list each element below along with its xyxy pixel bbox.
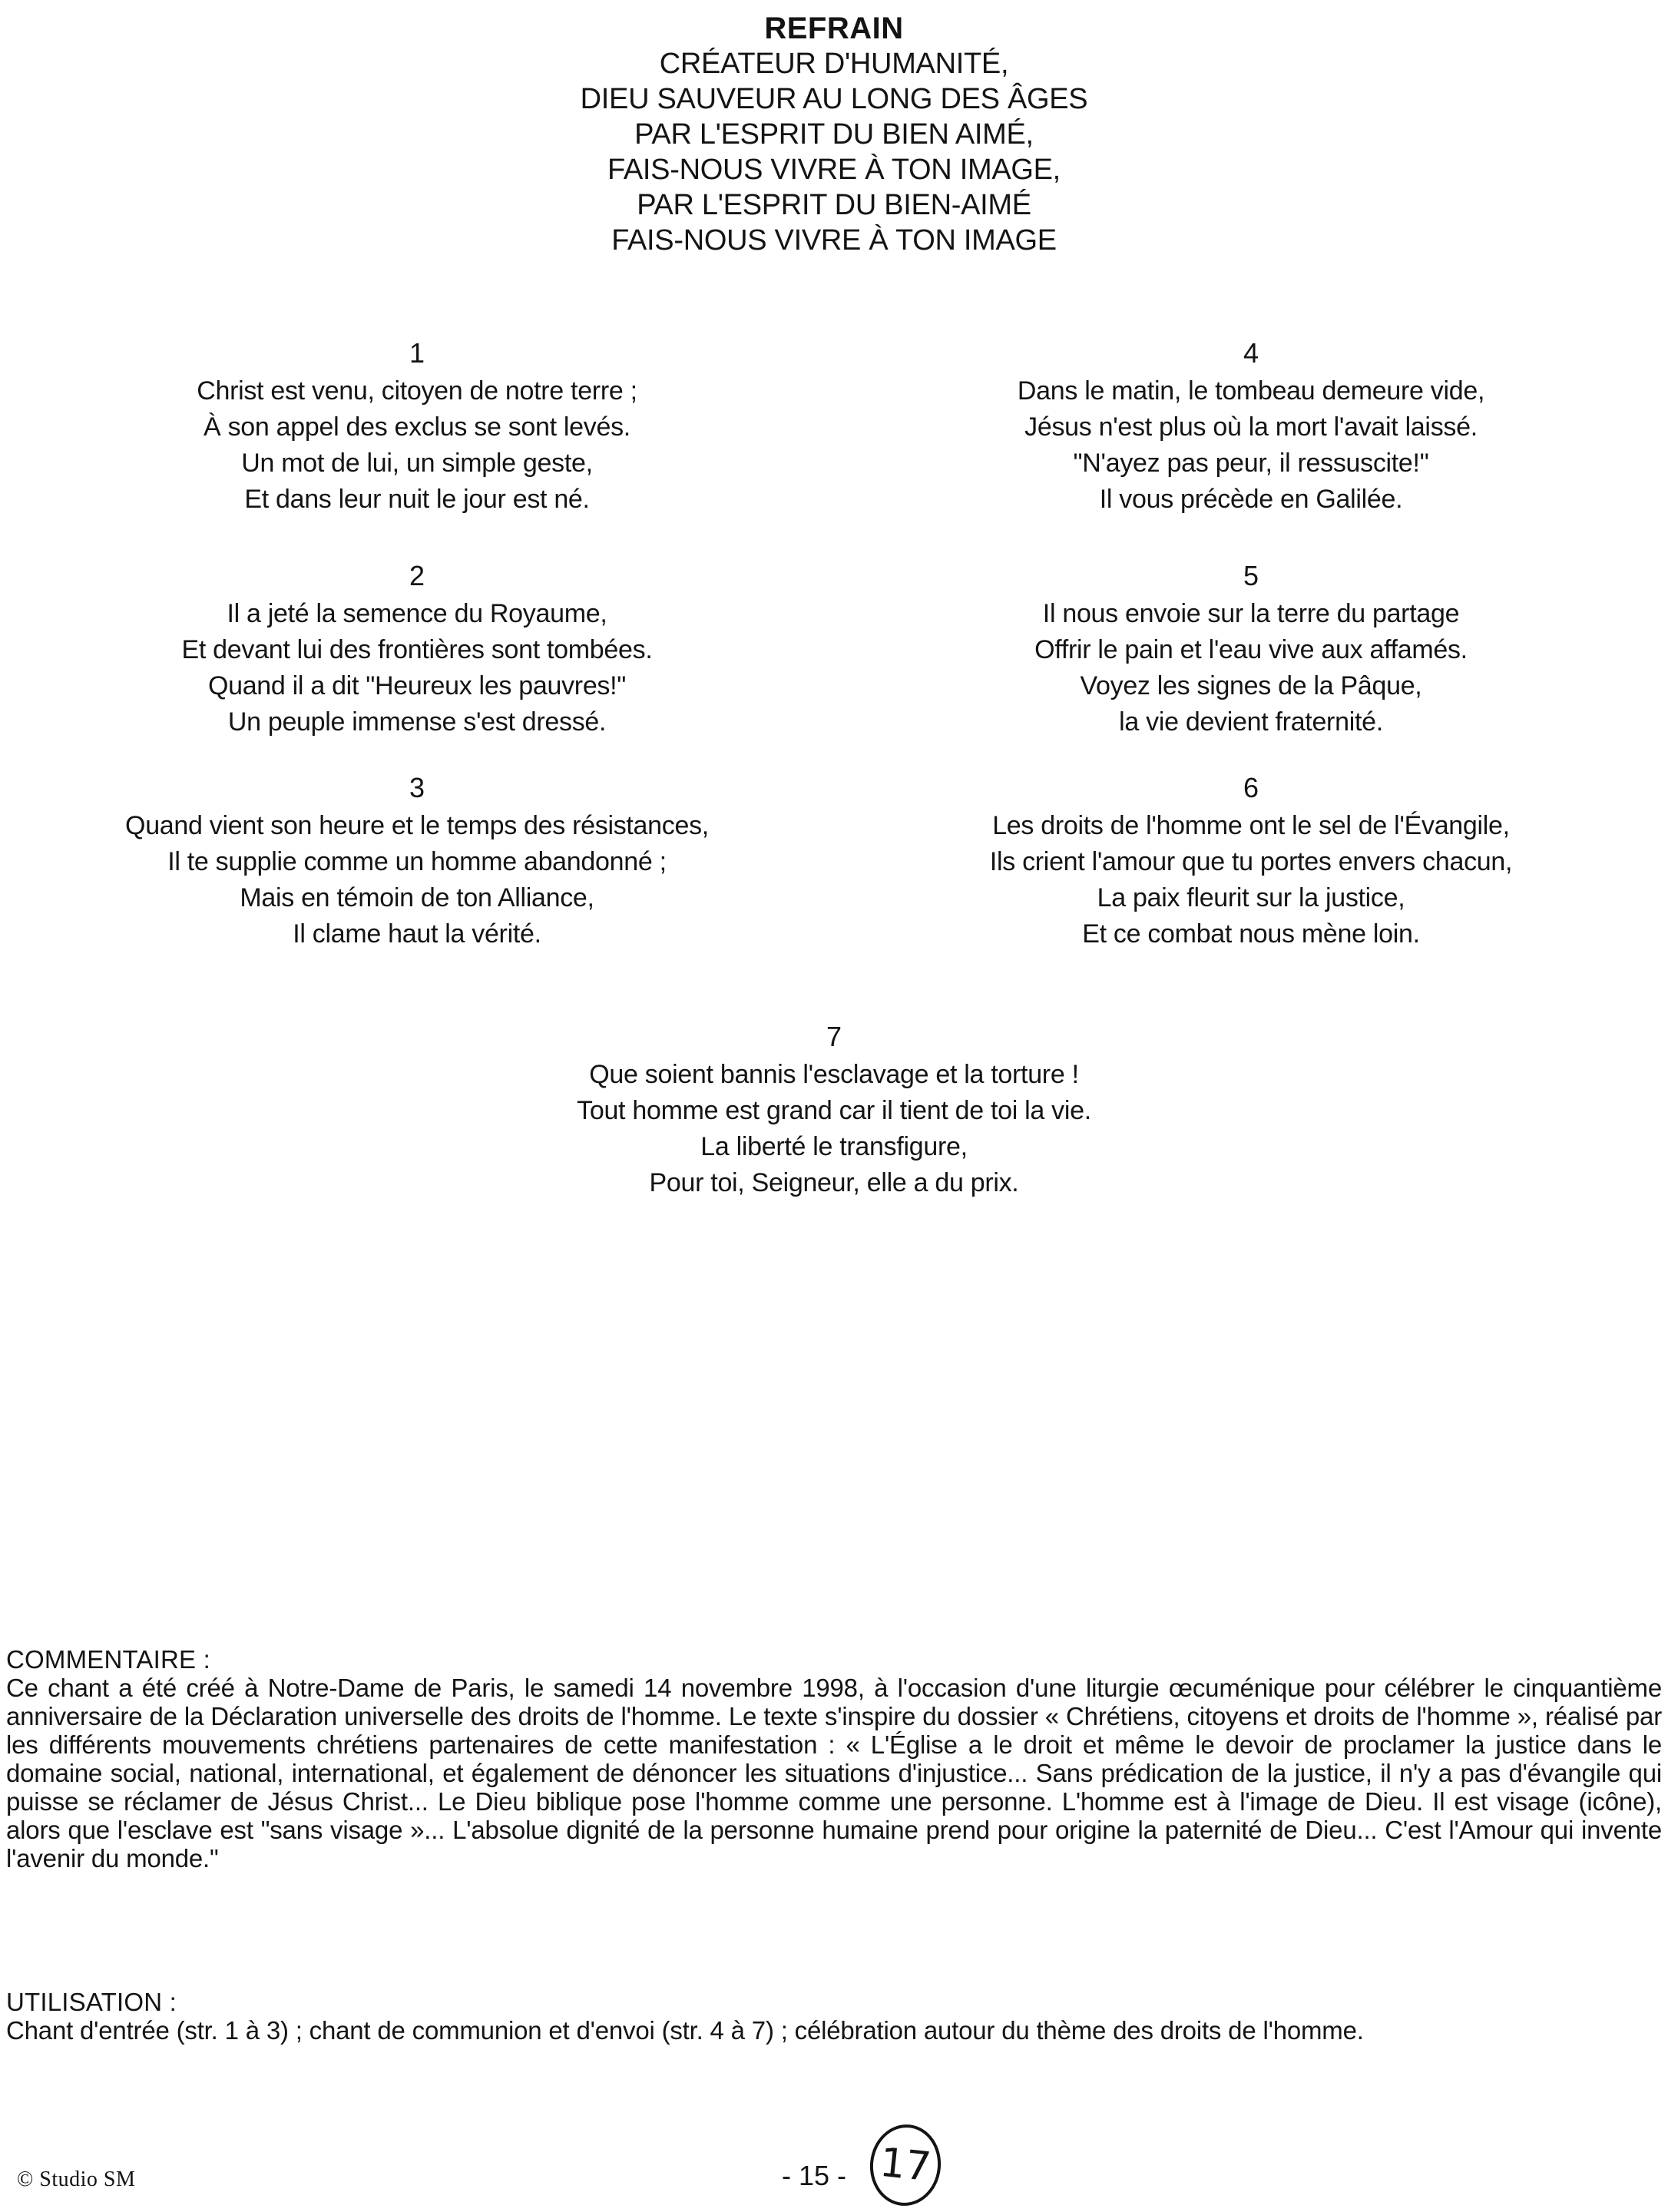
commentary-text: Ce chant a été créé à Notre-Dame de Paris, le samedi 14 novembre 1998, à l'occasion d'une liturgie œcuménique pour célébrer le cinquantième anniversaire de la Déclaration universelle des droits de l'homme. Le texte s'inspire du dossier « Chrétiens, citoyens et droits de l'homme », réalisé par les différents mouvements chrétiens partenaires de cette manifestation : « L'Église a le droit et même le devoir de proclamer la justice dans le domaine social, national, international, et également de dénoncer les situations d'injustice... Sans prédication de la justice, il n'y a pas d'évangile qui puisse se réclamer de Jésus Christ... Le Dieu biblique pose l'homme comme une personne. L'homme est à l'image de Dieu. Il est visage (icône), alors que l'esclave est "sans visage »... L'absolue dignité de la personne humaine prend pour origine la paternité de Dieu... C'est l'Amour qui invente l'avenir du monde." (6, 1674, 1662, 1873)
verse-line: Offrir le pain et l'eau vive aux affamés. (1034, 635, 1468, 664)
verse-line: Voyez les signes de la Pâque, (1080, 671, 1422, 700)
commentary-section (6, 1645, 1662, 1873)
verse-line: La paix fleurit sur la justice, (1097, 883, 1405, 912)
verse-4 (834, 336, 1668, 518)
refrain-line: PAR L'ESPRIT DU BIEN AIMÉ, (634, 118, 1034, 151)
verse-line: Et ce combat nous mène loin. (1082, 919, 1420, 949)
verse-number: 6 (1243, 772, 1259, 803)
refrain-line: FAIS-NOUS VIVRE À TON IMAGE (611, 224, 1057, 257)
utilisation-text: Chant d'entrée (str. 1 à 3) ; chant de communion et d'envoi (str. 4 à 7) ; célébration autour du thème des droits de l'homme. (6, 2016, 1364, 2045)
verse-3 (0, 771, 834, 952)
verse-number: 3 (409, 772, 425, 803)
verse-line: Tout homme est grand car il tient de toi la vie. (577, 1096, 1091, 1125)
refrain-line: CRÉATEUR D'HUMANITÉ, (659, 48, 1009, 80)
verse-line: Un peuple immense s'est dressé. (227, 707, 607, 737)
page-number: - 15 - (782, 2160, 847, 2191)
verse-line: Que soient bannis l'esclavage et la torture ! (589, 1060, 1079, 1089)
utilisation-section (6, 1988, 1662, 2045)
refrain-line: FAIS-NOUS VIVRE À TON IMAGE, (607, 154, 1061, 186)
verse-line: Il vous précède en Galilée. (1099, 485, 1403, 514)
refrain-line: DIEU SAUVEUR AU LONG DES ÂGES (580, 83, 1088, 115)
verse-line: La liberté le transfigure, (700, 1132, 968, 1161)
verse-line: Il te supplie comme un homme abandonné ; (167, 847, 667, 876)
verse-row-3 (0, 771, 1668, 952)
refrain-section (0, 11, 1668, 258)
handwritten-number-text: 17 (877, 2139, 934, 2191)
verse-line: Il nous envoie sur la terre du partage (1042, 599, 1460, 628)
refrain-title: REFRAIN (764, 12, 904, 45)
verse-line: Quand vient son heure et le temps des résistances, (125, 811, 709, 840)
verse-6 (834, 771, 1668, 952)
copyright-notice: © Studio SM (17, 2167, 136, 2191)
verse-line: Il clame haut la vérité. (293, 919, 541, 949)
verse-line: Jésus n'est plus où la mort l'avait laissé. (1024, 412, 1478, 442)
verse-row-1 (0, 336, 1668, 518)
verse-row-2 (0, 559, 1668, 740)
verse-line: À son appel des exclus se sont levés. (204, 412, 630, 442)
verse-7 (0, 1020, 1668, 1201)
verse-number: 2 (409, 560, 425, 591)
verse-1 (0, 336, 834, 518)
verse-2 (0, 559, 834, 740)
verse-line: Ils crient l'amour que tu portes envers chacun, (989, 847, 1513, 876)
verse-line: Christ est venu, citoyen de notre terre ; (197, 376, 637, 406)
verse-line: Il a jeté la semence du Royaume, (227, 599, 607, 628)
verse-5 (834, 559, 1668, 740)
verse-line: Quand il a dit "Heureux les pauvres!" (207, 671, 627, 700)
verse-line: la vie devient fraternité. (1119, 707, 1383, 737)
verse-line: Les droits de l'homme ont le sel de l'Évangile, (992, 811, 1510, 840)
verse-line: Pour toi, Seigneur, elle a du prix. (649, 1168, 1019, 1197)
utilisation-title: UTILISATION : (6, 1988, 177, 2016)
verse-line: "N'ayez pas peur, il ressuscite!" (1073, 449, 1429, 478)
verse-line: Un mot de lui, un simple geste, (241, 449, 593, 478)
verse-line: Mais en témoin de ton Alliance, (240, 883, 594, 912)
commentary-title: COMMENTAIRE : (6, 1645, 210, 1674)
verse-number: 4 (1243, 337, 1259, 369)
verse-line: Et dans leur nuit le jour est né. (244, 485, 590, 514)
verse-number: 7 (826, 1021, 842, 1052)
verse-line: Dans le matin, le tombeau demeure vide, (1017, 376, 1485, 406)
verse-number: 1 (409, 337, 425, 369)
verse-number: 5 (1243, 560, 1259, 591)
verse-line: Et devant lui des frontières sont tombées. (181, 635, 653, 664)
refrain-line: PAR L'ESPRIT DU BIEN-AIMÉ (637, 189, 1031, 221)
handwritten-circled-number (866, 2121, 945, 2209)
